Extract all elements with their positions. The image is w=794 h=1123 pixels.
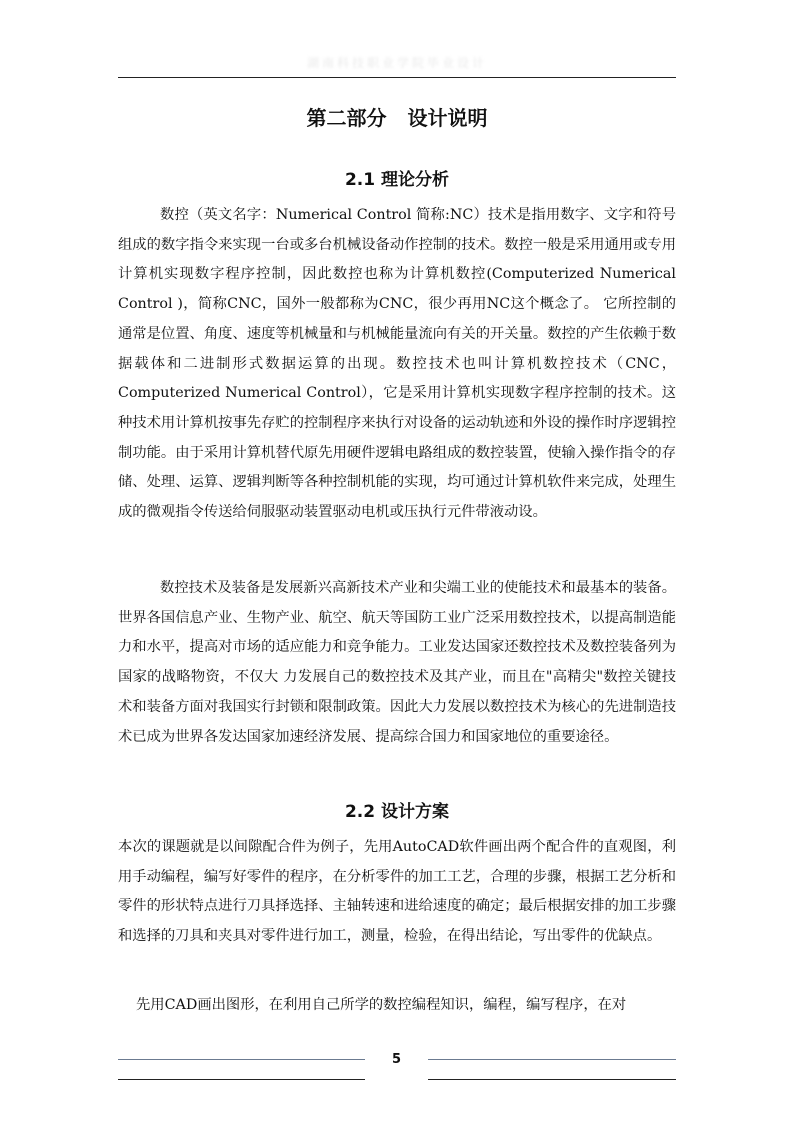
footer-rule-top-left [118,1059,365,1060]
running-header: 湖南科技职业学院毕业设计 [306,56,487,70]
footer-rule-bottom-left [118,1079,365,1080]
heading-2-1: 2.1 理论分析 [344,170,450,190]
paragraph-nc-definition: 数控（英文名字：Numerical Control 简称:NC）技术是指用数字、文字和符号组成的数字指令来实现一台或多台机械设备动作控制的技术。数控一般是采用通用或专用计算机实现数字程序控制，因此数控也称为计算机数控(Computerized Numerical Control )，简称CNC，国外一般都称为CNC，很少再用NC这个概念了。 它所控制的通常是位置、角度、速度等机械量和与机械能量流向有关的开关量。数控的产生依赖于数据载体和二进制形式数据运算的出现。数控技术也叫计算机数控技术（CNC，Computerized Numerical Control），它是采用计算机实现数字程序控制的技术。这种技术用计算机按事先存贮的控制程序来执行对设备的运动轨迹和外设的操作时序逻辑控制功能。由于采用计算机替代原先用硬件逻辑电路组成的数控装置，使输入操作指令的存储、处理、运算、逻辑判断等各种控制机能的实现，均可通过计算机软件来完成，处理生成的微观指令传送给伺服驱动装置驱动电机或压执行元件带液动设。 [118,207,676,521]
footer-rule-bottom-right [428,1079,676,1080]
section-title: 第二部分 设计说明 [306,106,488,130]
paragraph-design-plan: 本次的课题就是以间隙配合件为例子，先用AutoCAD软件画出两个配合件的直观图，利用手动编程，编写好零件的程序，在分析零件的加工工艺，合理的步骤，根据工艺分析和零件的形状特点进行刀具择选择、主轴转速和进给速度的确定；最后根据安排的加工步骤和选择的刀具和夹具对零件进行加工，测量，检验，在得出结论，写出零件的优缺点。 [118,839,676,945]
page-number: 5 [391,1052,402,1067]
paragraph-design-steps: 先用CAD画出图形，在利用自己所学的数控编程知识，编程，编写程序，在对 [136,997,627,1013]
paragraph-nc-importance: 数控技术及装备是发展新兴高新技术产业和尖端工业的使能技术和最基本的装备。世界各国信息产业、生物产业、航空、航天等国防工业广泛采用数控技术，以提高制造能力和水平，提高对市场的适应能力和竞争能力。工业发达国家还数控技术及数控装备列为国家的战略物资，不仅大 力发展自己的数控技术及其产业，而且在"高精尖"数控关键技术和装备方面对我国实行封锁和限制政策。因此大力发展以数控技术为核心的先进制造技术已成为世界各发达国家加速经济发展、提高综合国力和国家地位的重要途径。 [118,580,676,745]
heading-2-2: 2.2 设计方案 [344,802,450,822]
footer-rule-top-right [428,1059,676,1060]
header-rule [118,77,676,78]
